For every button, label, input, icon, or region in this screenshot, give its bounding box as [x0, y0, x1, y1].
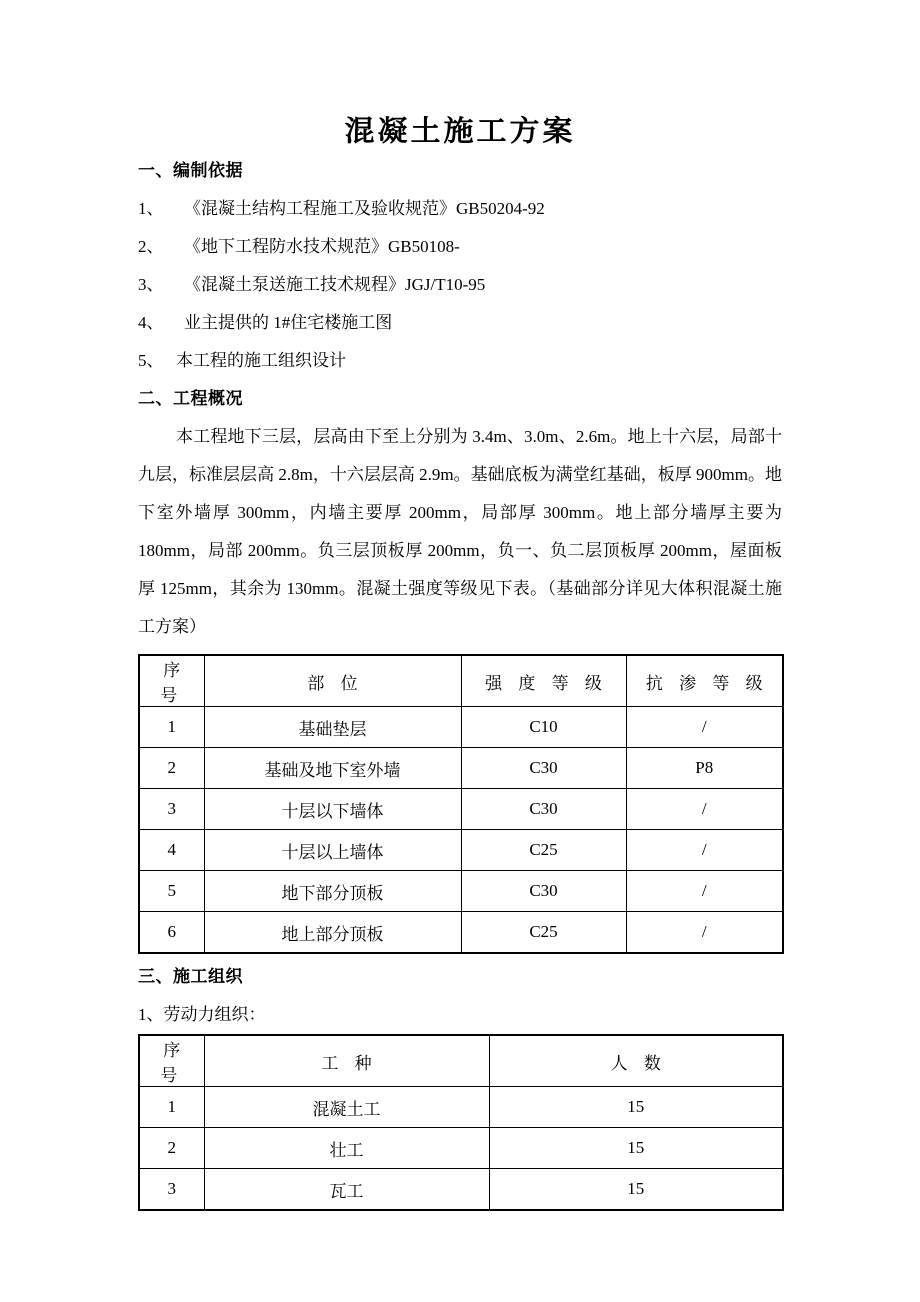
section-heading-overview: 二、工程概况	[138, 389, 243, 409]
column-header-no: 序 号	[139, 1035, 204, 1087]
labor-organization-table	[138, 1034, 784, 1211]
cell-strength: C25	[461, 830, 626, 871]
list-item	[138, 190, 782, 228]
cell-no: 5	[139, 871, 204, 912]
table-row	[139, 748, 783, 789]
table-row	[139, 789, 783, 830]
cell-no: 2	[139, 748, 204, 789]
cell-impermeability: /	[626, 789, 783, 830]
column-header-strength: 强 度 等 级	[461, 655, 626, 707]
list-item-number: 1、	[138, 199, 164, 218]
column-header-no: 序 号	[139, 655, 204, 707]
page-title: 混凝土施工方案	[344, 114, 576, 149]
table-row	[139, 1128, 783, 1169]
list-item-text: 业主提供的 1#住宅楼施工图	[184, 313, 393, 332]
cell-part: 十层以上墙体	[204, 830, 461, 871]
table-row	[139, 1087, 783, 1128]
cell-impermeability: P8	[626, 748, 783, 789]
cell-part: 地上部分顶板	[204, 912, 461, 954]
cell-part: 基础及地下室外墙	[204, 748, 461, 789]
list-item	[138, 228, 782, 266]
cell-no: 3	[139, 789, 204, 830]
list-item-text: 《地下工程防水技术规范》GB50108-	[184, 237, 460, 256]
cell-impermeability: /	[626, 707, 783, 748]
cell-impermeability: /	[626, 912, 783, 954]
cell-strength: C10	[461, 707, 626, 748]
cell-trade: 混凝土工	[204, 1087, 489, 1128]
list-item-number: 2、	[138, 237, 164, 256]
list-item-text: 《混凝土泵送施工技术规程》JGJ/T10-95	[184, 275, 486, 294]
table-header-row	[139, 655, 783, 707]
list-item	[138, 342, 782, 380]
cell-no: 6	[139, 912, 204, 954]
table-row	[139, 830, 783, 871]
list-item-number: 4、	[138, 313, 164, 332]
table-row	[139, 912, 783, 954]
list-item-text: 本工程的施工组织设计	[176, 351, 346, 370]
cell-trade: 壮工	[204, 1128, 489, 1169]
cell-strength: C25	[461, 912, 626, 954]
cell-count: 15	[489, 1128, 783, 1169]
cell-impermeability: /	[626, 871, 783, 912]
cell-no: 1	[139, 707, 204, 748]
column-header-trade: 工 种	[204, 1035, 489, 1087]
document-content	[138, 0, 782, 1211]
list-item	[138, 304, 782, 342]
section-heading-basis: 一、编制依据	[138, 161, 243, 181]
cell-count: 15	[489, 1169, 783, 1211]
concrete-grade-table	[138, 654, 784, 954]
column-header-part: 部 位	[204, 655, 461, 707]
cell-trade: 瓦工	[204, 1169, 489, 1211]
cell-count: 15	[489, 1087, 783, 1128]
cell-strength: C30	[461, 871, 626, 912]
subsection-labor-organization: 1、劳动力组织：	[138, 1005, 266, 1024]
column-header-count: 人 数	[489, 1035, 783, 1087]
table-row	[139, 1169, 783, 1211]
overview-paragraph: 本工程地下三层，层高由下至上分别为 3.4m、3.0m、2.6m。地上十六层，局部十九层，标准层层高 2.8m，十六层层高 2.9m。基础底板为满堂红基础，板厚 900mm。地下室外墙厚 300mm，内墙主要厚 200mm，局部厚 300mm。地上部分墙厚主要为 180mm，局部 200mm。负三层顶板厚 200mm，负一、负二层顶板厚 200mm，屋面板厚 125mm，其余为 130mm。混凝土强度等级见下表。（基础部分详见大体积混凝土施工方案）	[138, 427, 782, 636]
cell-strength: C30	[461, 789, 626, 830]
list-item-number: 3、	[138, 275, 164, 294]
cell-no: 2	[139, 1128, 204, 1169]
section-heading-organization: 三、施工组织	[138, 967, 243, 987]
table-row	[139, 707, 783, 748]
list-item	[138, 266, 782, 304]
table-header-row	[139, 1035, 783, 1087]
column-header-impermeability: 抗 渗 等 级	[626, 655, 783, 707]
cell-no: 4	[139, 830, 204, 871]
cell-part: 十层以下墙体	[204, 789, 461, 830]
cell-no: 3	[139, 1169, 204, 1211]
cell-strength: C30	[461, 748, 626, 789]
list-item-number: 5、	[138, 351, 164, 370]
cell-part: 地下部分顶板	[204, 871, 461, 912]
cell-impermeability: /	[626, 830, 783, 871]
list-item-text: 《混凝土结构工程施工及验收规范》GB50204-92	[184, 199, 545, 218]
cell-no: 1	[139, 1087, 204, 1128]
table-row	[139, 871, 783, 912]
cell-part: 基础垫层	[204, 707, 461, 748]
